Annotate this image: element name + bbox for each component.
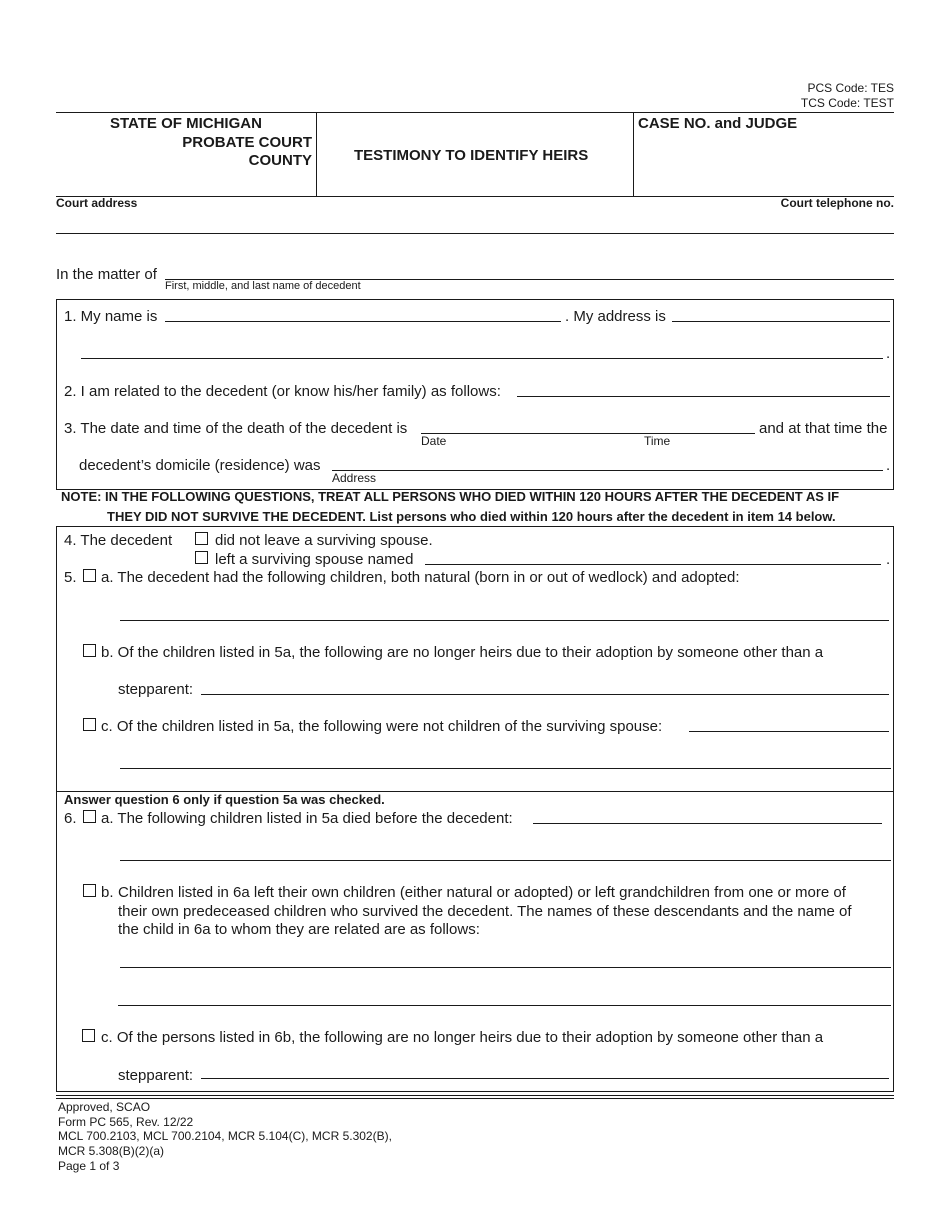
bottom-rule-2: [56, 1098, 894, 1099]
time-caption: Time: [644, 434, 671, 448]
q5a-label: a. The decedent had the following children, both natural (born in or out of wedlock) and adopted:: [101, 569, 740, 586]
q1-address-label: . My address is: [565, 308, 666, 325]
q5c-field-1[interactable]: [689, 731, 889, 732]
spouse-period: .: [886, 551, 891, 568]
q6b-line-3: the child in 6a to whom they are related are as follows:: [118, 921, 480, 938]
q5a-field[interactable]: [120, 620, 889, 621]
section-6-box: [56, 791, 894, 1092]
footer-form: Form PC 565, Rev. 12/22: [58, 1115, 194, 1129]
relationship-field[interactable]: [517, 396, 890, 397]
q6-number: 6.: [64, 810, 77, 827]
q5a-checkbox[interactable]: [83, 569, 96, 582]
county-label: COUNTY: [248, 152, 312, 169]
q5-number: 5.: [64, 569, 77, 586]
address-period: .: [886, 345, 891, 362]
court-address-label: Court address: [56, 196, 138, 210]
footer-mcr: MCR 5.308(B)(2)(a): [58, 1144, 165, 1158]
spouse-name-field[interactable]: [425, 564, 881, 565]
court-label: PROBATE COURT: [182, 134, 312, 151]
q5c-field-2[interactable]: [120, 768, 891, 769]
q3-label: 3. The date and time of the death of the decedent is: [64, 420, 408, 437]
no-spouse-checkbox[interactable]: [195, 532, 208, 545]
state-label: STATE OF MICHIGAN: [110, 115, 262, 132]
my-name-field[interactable]: [165, 321, 561, 322]
q6a-field-2[interactable]: [120, 860, 891, 861]
form-title: TESTIMONY TO IDENTIFY HEIRS: [354, 147, 589, 164]
q5b-checkbox[interactable]: [83, 644, 96, 657]
q3-after-label: and at that time the: [759, 420, 888, 437]
note-line-1: NOTE: IN THE FOLLOWING QUESTIONS, TREAT ALL PERSONS WHO DIED WITHIN 120 HOURS AFTER THE DECEDENT AS IF: [61, 489, 840, 504]
q6b-checkbox[interactable]: [83, 884, 96, 897]
q5c-checkbox[interactable]: [83, 718, 96, 731]
address-caption: Address: [332, 471, 377, 485]
q6b-field-1[interactable]: [120, 967, 891, 968]
no-spouse-label: did not leave a surviving spouse.: [215, 532, 433, 549]
decedent-name-caption: First, middle, and last name of decedent: [165, 280, 361, 292]
q6a-label: a. The following children listed in 5a died before the decedent:: [101, 810, 513, 827]
q5c-label: c. Of the children listed in 5a, the following were not children of the surviving spouse:: [101, 718, 663, 735]
header-divider-left: [316, 112, 317, 196]
domicile-period: .: [886, 457, 891, 474]
domicile-field[interactable]: [332, 470, 883, 471]
q5b-field[interactable]: [201, 694, 889, 695]
q4-label: 4. The decedent: [64, 532, 173, 549]
footer-approved: Approved, SCAO: [58, 1100, 151, 1114]
my-address-field-1[interactable]: [672, 321, 890, 322]
header-divider-right: [633, 112, 634, 196]
q6c-checkbox[interactable]: [82, 1029, 95, 1042]
q6c-field[interactable]: [201, 1078, 889, 1079]
court-address-rule: [56, 233, 894, 234]
spouse-checkbox[interactable]: [195, 551, 208, 564]
spouse-label: left a surviving spouse named: [215, 551, 414, 568]
death-date-time-field[interactable]: [421, 433, 755, 434]
pcs-code: PCS Code: TES: [807, 81, 894, 95]
header-top-rule: [56, 112, 894, 113]
matter-label: In the matter of: [56, 266, 157, 283]
q5b-label: b. Of the children listed in 5a, the following are no longer heirs due to their adoption by someone other than a: [101, 644, 824, 661]
q6b-letter: b.: [101, 884, 114, 901]
my-address-field-2[interactable]: [81, 358, 883, 359]
footer-page: Page 1 of 3: [58, 1159, 120, 1173]
q6c-label: c. Of the persons listed in 6b, the following are no longer heirs due to their adoption by someone other than a: [101, 1029, 824, 1046]
bottom-rule-1: [56, 1095, 894, 1096]
footer-mcl: MCL 700.2103, MCL 700.2104, MCR 5.104(C), MCR 5.302(B),: [58, 1129, 392, 1143]
tcs-code: TCS Code: TEST: [800, 96, 894, 110]
q6b-line-1: Children listed in 6a left their own children (either natural or adopted) or left grandchildren from one or more of: [118, 884, 846, 901]
date-caption: Date: [421, 434, 447, 448]
q1-name-label: 1. My name is: [64, 308, 158, 325]
q6b-field-2[interactable]: [118, 1005, 891, 1006]
q6c-stepparent-label: stepparent:: [118, 1067, 194, 1084]
note-line-2: THEY DID NOT SURVIVE THE DECEDENT. List persons who died within 120 hours after the decedent in item 14 below.: [107, 509, 836, 524]
q5b-stepparent-label: stepparent:: [118, 681, 194, 698]
q6a-checkbox[interactable]: [83, 810, 96, 823]
q2-label: 2. I am related to the decedent (or know his/her family) as follows:: [64, 383, 501, 400]
header-bottom-rule: [56, 196, 894, 197]
court-telephone-label: Court telephone no.: [780, 196, 894, 210]
case-no-label: CASE NO. and JUDGE: [638, 115, 798, 132]
q6a-field-1[interactable]: [533, 823, 882, 824]
domicile-label: decedent’s domicile (residence) was: [79, 457, 321, 474]
q6b-line-2: their own predeceased children who survived the decedent. The names of these descendants and the name of: [118, 903, 852, 920]
q6-instruction: Answer question 6 only if question 5a was checked.: [64, 792, 385, 807]
